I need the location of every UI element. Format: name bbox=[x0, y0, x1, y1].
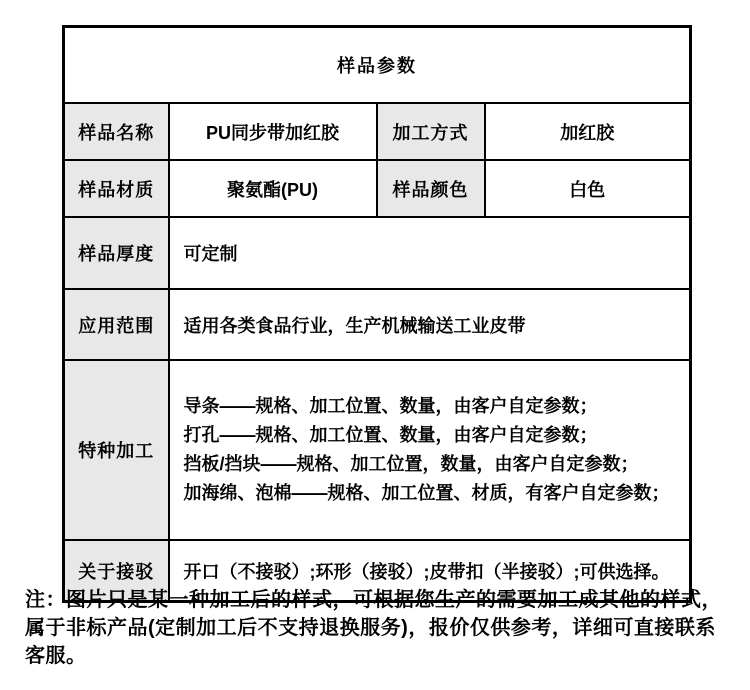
footnote-text: 注：图片只是某一种加工后的样式，可根据您生产的需要加工成其他的样式，属于非标产品(定制加工后不支持退换服务)，报价仅供参考，详细可直接联系客服。 bbox=[25, 589, 722, 667]
sample-thickness-value: 可定制 bbox=[169, 217, 691, 289]
sample-color-label: 样品颜色 bbox=[377, 160, 485, 217]
row-sample-thickness bbox=[64, 217, 691, 289]
row-special-processing bbox=[64, 360, 691, 540]
special-processing-value bbox=[169, 360, 691, 540]
row-sample-material bbox=[64, 160, 691, 217]
special-processing-line-punching: 打孔——规格、加工位置、数量，由客户自定参数； bbox=[183, 425, 598, 445]
sample-material-label: 样品材质 bbox=[64, 160, 169, 217]
processing-method-value: 加红胶 bbox=[485, 103, 691, 160]
title-row bbox=[64, 27, 691, 104]
sample-material-value: 聚氨酯(PU) bbox=[169, 160, 377, 217]
processing-method-label: 加工方式 bbox=[377, 103, 485, 160]
special-processing-line-guide-strip: 导条——规格、加工位置、数量，由客户自定参数； bbox=[183, 396, 598, 416]
row-sample-name bbox=[64, 103, 691, 160]
sample-name-value: PU同步带加红胶 bbox=[169, 103, 377, 160]
sample-color-value: 白色 bbox=[485, 160, 691, 217]
special-processing-label: 特种加工 bbox=[64, 360, 169, 540]
row-application-scope bbox=[64, 289, 691, 360]
sample-parameters-table bbox=[62, 25, 692, 603]
about-splicing-label: 关于接驳 bbox=[64, 540, 169, 602]
table-title: 样品参数 bbox=[64, 27, 691, 104]
special-processing-line-sponge-foam: 加海绵、泡棉——规格、加工位置、材质，有客户自定参数； bbox=[183, 483, 670, 503]
sample-name-label: 样品名称 bbox=[64, 103, 169, 160]
special-processing-line-baffle: 挡板/挡块——规格、加工位置，数量，由客户自定参数； bbox=[183, 454, 639, 474]
application-scope-value: 适用各类食品行业，生产机械输送工业皮带 bbox=[169, 289, 691, 360]
about-splicing-value: 开口（不接驳）;环形（接驳）;皮带扣（半接驳）;可供选择。 bbox=[169, 540, 691, 602]
sample-thickness-label: 样品厚度 bbox=[64, 217, 169, 289]
application-scope-label: 应用范围 bbox=[64, 289, 169, 360]
